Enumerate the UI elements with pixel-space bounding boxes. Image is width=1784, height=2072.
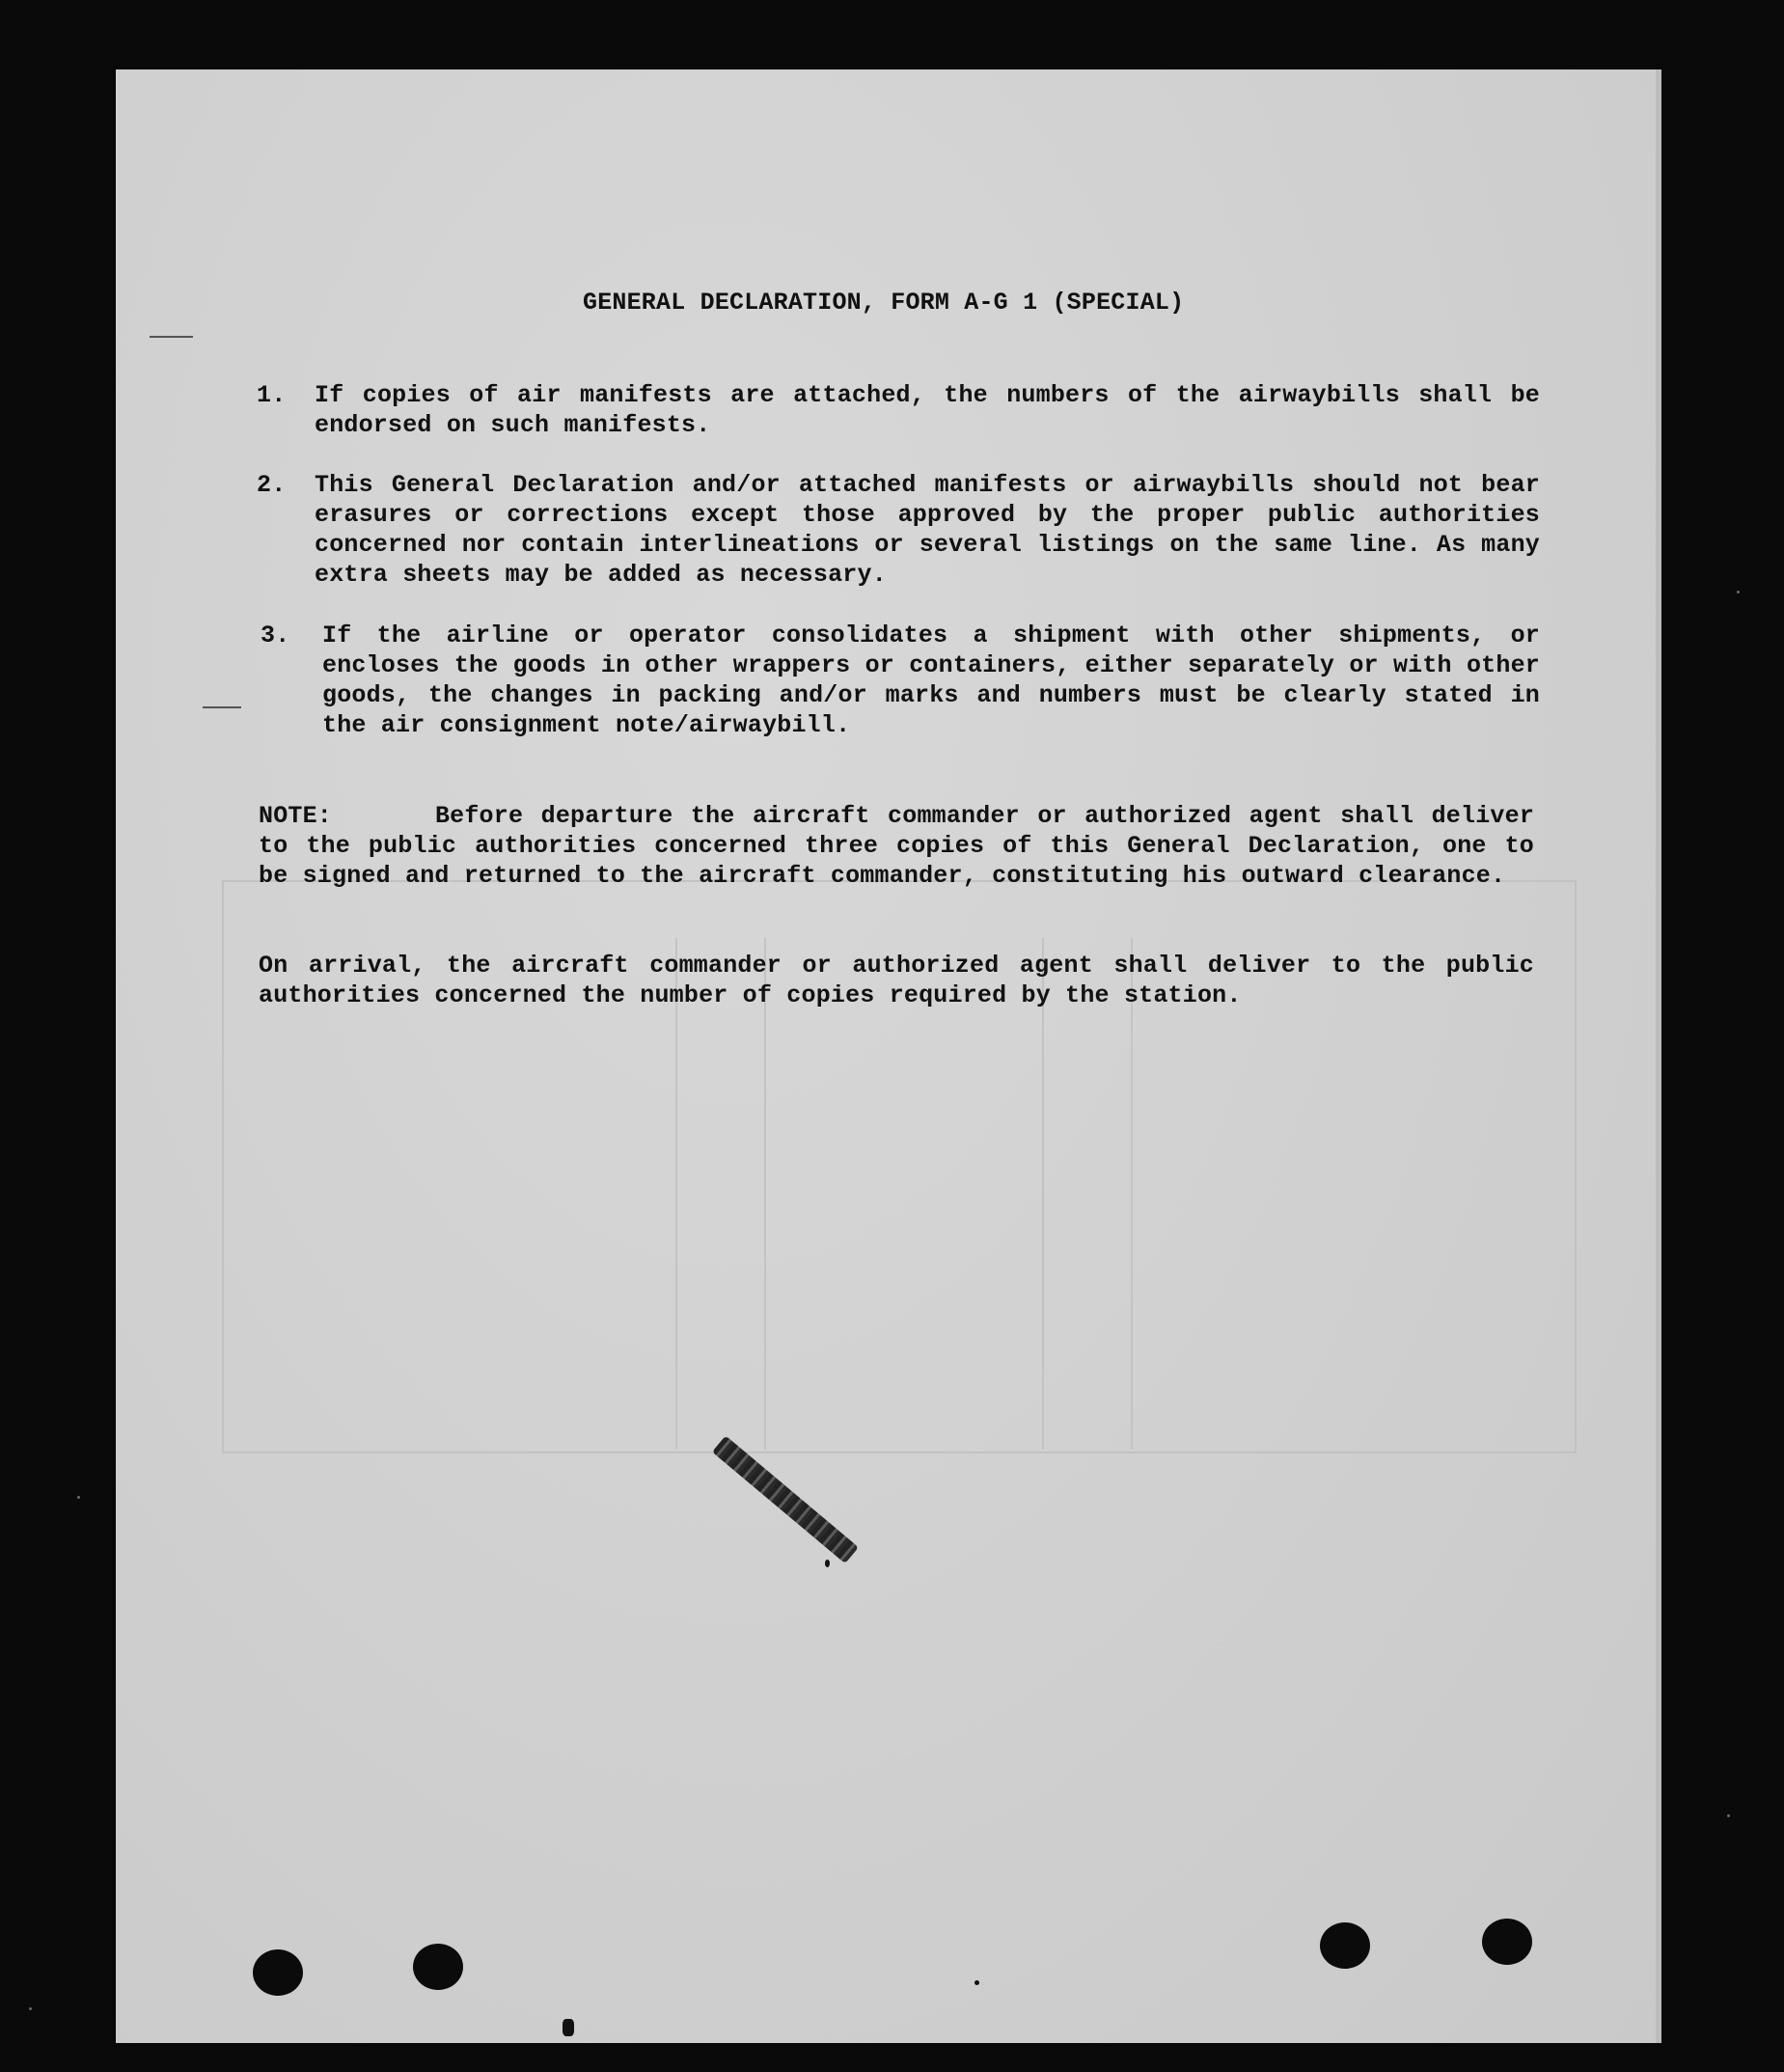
margin-mark xyxy=(150,336,193,338)
punch-hole xyxy=(1320,1922,1370,1969)
paper-sheet xyxy=(116,69,1658,2043)
item-text: If copies of air manifests are attached, the numbers of the airwaybills shall be endorsed on such manifests. xyxy=(315,381,1540,439)
ink-speck xyxy=(825,1560,830,1567)
ink-speck xyxy=(974,1980,979,1985)
document-title: GENERAL DECLARATION, FORM A-G 1 (SPECIAL) xyxy=(583,289,1185,317)
ink-speck xyxy=(563,2019,574,2036)
scan-noise xyxy=(29,2007,32,2010)
punch-hole xyxy=(413,1944,463,1990)
departure-note xyxy=(259,801,1534,891)
item-number: 1. xyxy=(257,381,287,409)
punch-hole xyxy=(253,1949,303,1996)
item-number: 3. xyxy=(261,622,290,649)
bleed-through-line xyxy=(1042,938,1044,1450)
item-text: This General Declaration and/or attached manifests or airwaybills should not bear erasures or corrections except those approved by the proper public authorities concerned nor contain interlineations or several listings on the same line. As many extra sheets may be added as necessary. xyxy=(315,471,1540,589)
bleed-through-line xyxy=(675,938,677,1450)
bleed-through-line xyxy=(764,938,766,1450)
note-label: NOTE: xyxy=(259,802,333,830)
margin-mark xyxy=(203,706,241,708)
paper-edge xyxy=(1656,69,1661,2043)
item-text: If the airline or operator consolidates a shipment with other shipments, or encloses the goods in other wrappers or containers, either separately or with other goods, the changes in packing and/or marks and numbers must be clearly stated in the air consignment note/airwaybill. xyxy=(322,622,1540,739)
scan-noise xyxy=(1727,1814,1730,1817)
bleed-through-line xyxy=(1131,938,1133,1450)
item-number: 2. xyxy=(257,471,287,499)
scan-noise xyxy=(1737,591,1740,594)
arrival-note: On arrival, the aircraft commander or authorized agent shall deliver to the public authorities concerned the number of copies required by the station. xyxy=(259,952,1534,1009)
punch-hole xyxy=(1482,1919,1532,1965)
scan-noise xyxy=(77,1496,80,1499)
note-departure-text: Before departure the aircraft commander or authorized agent shall deliver to the public authorities concerned three copies of this General Declaration, one to be signed and returned to the aircraft commander, constituting his outward clearance. xyxy=(259,802,1535,890)
